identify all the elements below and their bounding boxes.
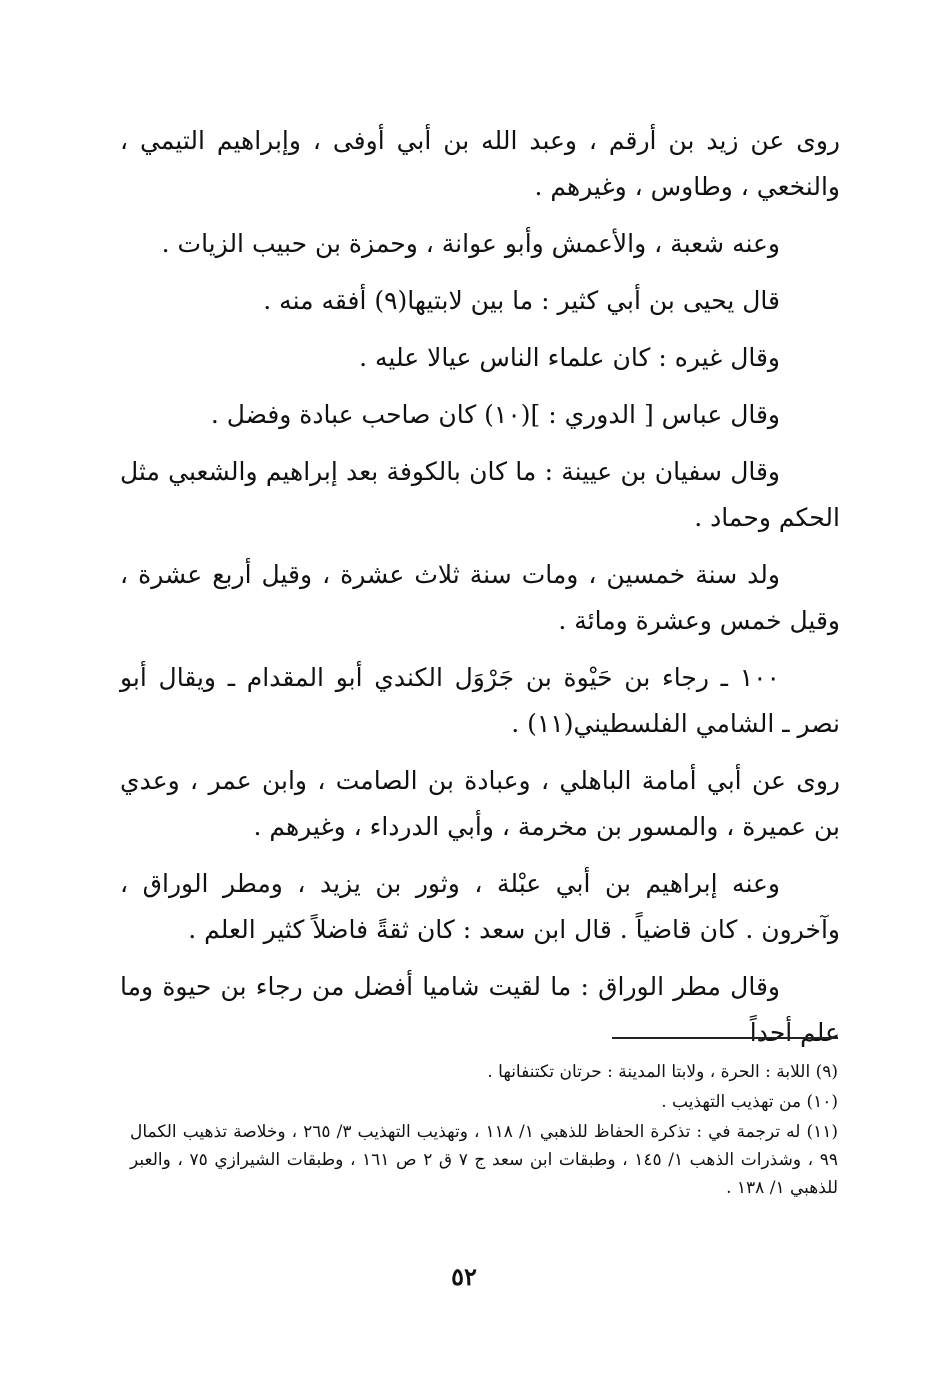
footnote-10: (١٠) من تهذيب التهذيب . xyxy=(661,1092,838,1112)
footnote-11: (١١) له ترجمة في : تذكرة الحفاظ للذهبي ١/ ١١٨ ، وتهذيب التهذيب ٣/ ٢٦٥ ، وخلاصة تذهيب الكمال ٩٩ ، وشذرات الذهب ١/ ١٤٥ ، وطبقات ابن سعد ج ٧ ق ٢ ص ١٦١ ، وطبقات الشيرازي ٧٥ ، والعبر للذهبي ١/ ١٣٨ . xyxy=(130,1122,838,1198)
paragraph-yahya-quote: قال يحيى بن أبي كثير : ما بين لابتيها(٩) أفقه منه . xyxy=(263,286,780,315)
footnote-divider xyxy=(612,1037,838,1039)
paragraph-entry-heading: ١٠٠ ـ رجاء بن حَيْوة بن جَرْوَل الكندي أبو المقدام ـ ويقال أبو نصر ـ الشامي الفلسطيني(١١) . xyxy=(120,663,840,738)
paragraph-raja-from: روى عن أبي أمامة الباهلي ، وعبادة بن الصامت ، وابن عمر ، وعدي بن عميرة ، والمسور بن مخرمة ، وأبي الدرداء ، وغيرهم . xyxy=(120,766,840,841)
paragraph-others-quote: وقال غيره : كان علماء الناس عيالا عليه . xyxy=(359,343,780,372)
paragraph-matar-quote: وقال مطر الوراق : ما لقيت شاميا أفضل من رجاء بن حيوة وما علم أحداً xyxy=(120,972,840,1047)
page-number: ٥٢ xyxy=(451,1262,477,1291)
paragraph-abbas-quote: وقال عباس [ الدوري : ](١٠) كان صاحب عبادة وفضل . xyxy=(210,400,780,429)
paragraph-narrators-to: وعنه شعبة ، والأعمش وأبو عوانة ، وحمزة بن حبيب الزيات . xyxy=(161,229,780,258)
paragraph-birth-death: ولد سنة خمسين ، ومات سنة ثلاث عشرة ، وقيل أربع عشرة ، وقيل خمس وعشرة ومائة . xyxy=(120,560,840,635)
paragraph-raja-to: وعنه إبراهيم بن أبي عبْلة ، وثور بن يزيد ، ومطر الوراق ، وآخرون . كان قاضياً . قال ابن سعد : كان ثقةً فاضلاً كثير العلم . xyxy=(120,869,840,944)
paragraph-sufyan-quote: وقال سفيان بن عيينة : ما كان بالكوفة بعد إبراهيم والشعبي مثل الحكم وحماد . xyxy=(120,457,840,532)
main-text xyxy=(120,118,840,1067)
footnotes xyxy=(130,1058,838,1204)
paragraph-narrators-from: روى عن زيد بن أرقم ، وعبد الله بن أبي أوفى ، وإبراهيم التيمي ، والنخعي ، وطاوس ، وغيرهم . xyxy=(120,126,840,201)
footnote-9: (٩) اللابة : الحرة ، ولابتا المدينة : حرتان تكتنفانها . xyxy=(487,1062,838,1082)
